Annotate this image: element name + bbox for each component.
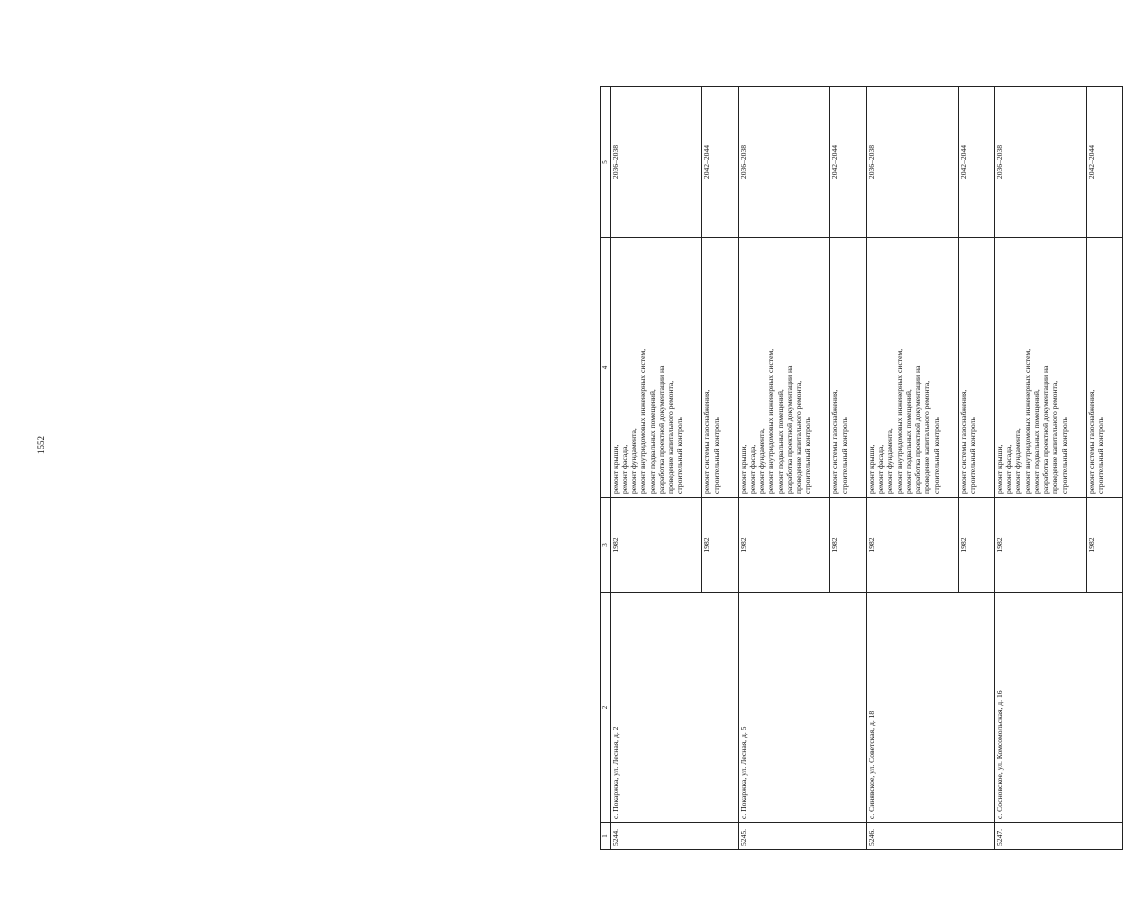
construction-year: 1982 <box>994 498 1086 593</box>
works-gas-cell <box>702 238 738 498</box>
works-full-cell <box>866 238 958 498</box>
work-line: строительный контроль <box>967 417 977 494</box>
construction-year: 1982 <box>830 498 866 593</box>
construction-year: 1982 <box>702 498 738 593</box>
work-line: ремонт системы газоснабжения, <box>702 389 712 494</box>
work-line: ремонт подвальных помещений, <box>1031 389 1041 494</box>
work-line: ремонт внутридомовых инженерных систем, <box>766 348 776 494</box>
work-line: ремонт фасада, <box>747 444 757 494</box>
work-line: строительный контроль <box>839 417 849 494</box>
works-full-cell <box>738 238 830 498</box>
capital-repair-table <box>600 86 1123 850</box>
work-line: ремонт системы газоснабжения, <box>1086 389 1096 494</box>
work-line: ремонт фасада, <box>876 444 886 494</box>
construction-year: 1982 <box>866 498 958 593</box>
construction-year: 1982 <box>610 498 702 593</box>
row-number: 5247. <box>994 823 1122 850</box>
works-full-cell <box>610 238 702 498</box>
work-line: проведение капитального ремонта, <box>922 380 932 494</box>
repair-period: 2042–2044 <box>702 87 738 238</box>
work-line: строительный контроль <box>1095 417 1105 494</box>
col-header-3: 3 <box>601 498 611 593</box>
work-line: ремонт подвальных помещений, <box>647 389 657 494</box>
work-line: разработка проектной документации на <box>913 365 923 494</box>
table-row <box>610 87 702 850</box>
construction-year: 1982 <box>1086 498 1122 593</box>
work-line: ремонт внутридомовых инженерных систем, <box>1022 348 1032 494</box>
address: с. Покаржка, ул. Лесная, д. 5 <box>738 593 866 823</box>
work-line: ремонт фасада, <box>1004 444 1014 494</box>
work-line: проведение капитального ремонта, <box>1050 380 1060 494</box>
col-header-1: 1 <box>601 823 611 850</box>
work-line: ремонт внутридомовых инженерных систем, <box>894 348 904 494</box>
row-number: 5245. <box>738 823 866 850</box>
row-number: 5246. <box>866 823 994 850</box>
page-number: 1552 <box>36 436 46 454</box>
work-line: ремонт фасада, <box>619 444 629 494</box>
work-line: ремонт подвальных помещений, <box>903 389 913 494</box>
work-line: ремонт крыши, <box>738 444 748 494</box>
work-line: проведение капитального ремонта, <box>666 380 676 494</box>
work-line: разработка проектной документации на <box>1041 365 1051 494</box>
address: с. Синявское, ул. Советская, д. 18 <box>866 593 994 823</box>
rotated-table-container <box>600 87 1123 850</box>
work-line: разработка проектной документации на <box>784 365 794 494</box>
construction-year: 1982 <box>738 498 830 593</box>
works-full-cell <box>994 238 1086 498</box>
work-line: строительный контроль <box>1059 417 1069 494</box>
work-line: строительный контроль <box>675 417 685 494</box>
work-line: ремонт подвальных помещений, <box>775 389 785 494</box>
row-number: 5244. <box>610 823 738 850</box>
repair-period: 2036–2038 <box>866 87 958 238</box>
repair-period: 2036–2038 <box>994 87 1086 238</box>
works-gas-cell <box>830 238 866 498</box>
work-line: разработка проектной документации на <box>656 365 666 494</box>
works-gas-cell <box>1086 238 1122 498</box>
repair-period: 2042–2044 <box>830 87 866 238</box>
address: с. Покаржка, ул. Лесная, д. 2 <box>610 593 738 823</box>
work-line: ремонт системы газоснабжения, <box>830 389 840 494</box>
table-row <box>866 87 958 850</box>
work-line: строительный контроль <box>931 417 941 494</box>
repair-period: 2042–2044 <box>1086 87 1122 238</box>
col-header-2: 2 <box>601 593 611 823</box>
work-line: проведение капитального ремонта, <box>794 380 804 494</box>
work-line: ремонт фундамента, <box>1013 428 1023 494</box>
col-header-4: 4 <box>601 238 611 498</box>
work-line: ремонт внутридомовых инженерных систем, <box>638 348 648 494</box>
table-row <box>994 87 1086 850</box>
work-line: ремонт крыши, <box>866 444 876 494</box>
work-line: ремонт фундамента, <box>885 428 895 494</box>
repair-period: 2036–2038 <box>610 87 702 238</box>
work-line: строительный контроль <box>803 417 813 494</box>
col-header-5: 5 <box>601 87 611 238</box>
work-line: ремонт фундамента, <box>629 428 639 494</box>
construction-year: 1982 <box>958 498 994 593</box>
table-row <box>738 87 830 850</box>
column-header-row <box>601 87 611 850</box>
work-line: ремонт фундамента, <box>757 428 767 494</box>
work-line: ремонт системы газоснабжения, <box>958 389 968 494</box>
repair-period: 2042–2044 <box>958 87 994 238</box>
repair-period: 2036–2038 <box>738 87 830 238</box>
work-line: строительный контроль <box>711 417 721 494</box>
address: с. Сосновское, ул. Комсомольская, д. 16 <box>994 593 1122 823</box>
work-line: ремонт крыши, <box>994 444 1004 494</box>
works-gas-cell <box>958 238 994 498</box>
work-line: ремонт крыши, <box>610 444 620 494</box>
